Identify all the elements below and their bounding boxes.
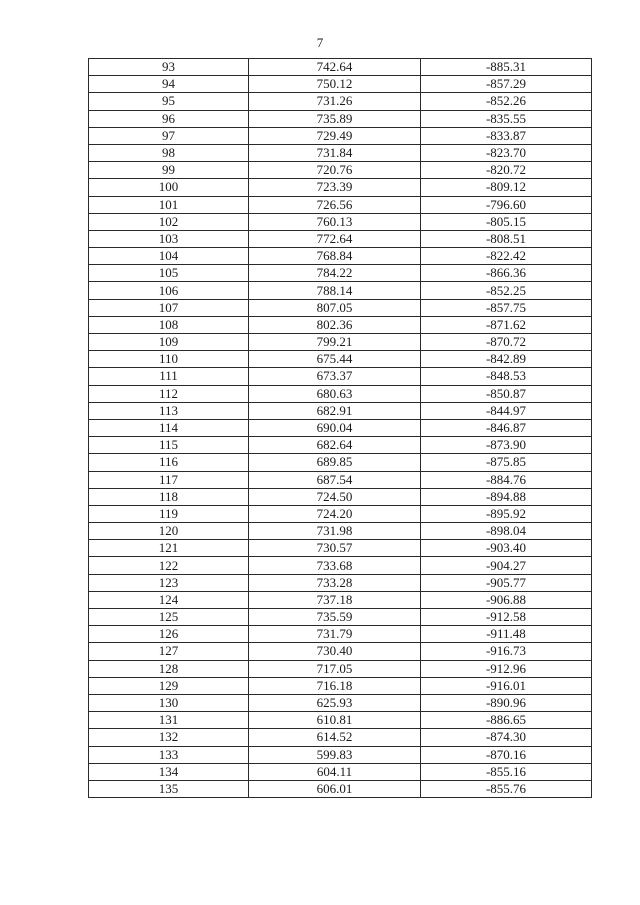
row-index-cell: 104	[89, 248, 249, 265]
row-index-cell: 116	[89, 454, 249, 471]
table-row	[89, 213, 592, 230]
row-index-cell: 112	[89, 385, 249, 402]
y-value-cell: -884.76	[421, 471, 592, 488]
x-value-cell: 716.18	[249, 677, 421, 694]
row-index-cell: 134	[89, 763, 249, 780]
y-value-cell: -852.25	[421, 282, 592, 299]
y-value-cell: -870.72	[421, 334, 592, 351]
row-index-cell: 98	[89, 144, 249, 161]
table-row	[89, 437, 592, 454]
x-value-cell: 807.05	[249, 299, 421, 316]
table-row	[89, 626, 592, 643]
row-index-cell: 121	[89, 540, 249, 557]
row-index-cell: 132	[89, 729, 249, 746]
y-value-cell: -871.62	[421, 316, 592, 333]
x-value-cell: 731.98	[249, 523, 421, 540]
y-value-cell: -870.16	[421, 746, 592, 763]
row-index-cell: 133	[89, 746, 249, 763]
x-value-cell: 599.83	[249, 746, 421, 763]
row-index-cell: 129	[89, 677, 249, 694]
x-value-cell: 802.36	[249, 316, 421, 333]
table-row	[89, 540, 592, 557]
row-index-cell: 107	[89, 299, 249, 316]
table-row	[89, 179, 592, 196]
x-value-cell: 742.64	[249, 59, 421, 76]
y-value-cell: -852.26	[421, 93, 592, 110]
x-value-cell: 730.57	[249, 540, 421, 557]
x-value-cell: 731.84	[249, 144, 421, 161]
x-value-cell: 737.18	[249, 591, 421, 608]
table-row	[89, 591, 592, 608]
x-value-cell: 772.64	[249, 230, 421, 247]
x-value-cell: 760.13	[249, 213, 421, 230]
row-index-cell: 95	[89, 93, 249, 110]
table-row	[89, 609, 592, 626]
y-value-cell: -898.04	[421, 523, 592, 540]
table-row	[89, 660, 592, 677]
y-value-cell: -835.55	[421, 110, 592, 127]
x-value-cell: 682.91	[249, 402, 421, 419]
x-value-cell: 723.39	[249, 179, 421, 196]
table-row	[89, 557, 592, 574]
y-value-cell: -822.42	[421, 248, 592, 265]
table-row	[89, 677, 592, 694]
table-row	[89, 471, 592, 488]
table-row	[89, 729, 592, 746]
y-value-cell: -855.16	[421, 763, 592, 780]
row-index-cell: 96	[89, 110, 249, 127]
x-value-cell: 606.01	[249, 780, 421, 797]
row-index-cell: 135	[89, 780, 249, 797]
y-value-cell: -809.12	[421, 179, 592, 196]
table-body	[89, 59, 592, 798]
x-value-cell: 750.12	[249, 76, 421, 93]
table-row	[89, 419, 592, 436]
table-row	[89, 144, 592, 161]
x-value-cell: 604.11	[249, 763, 421, 780]
row-index-cell: 111	[89, 368, 249, 385]
y-value-cell: -850.87	[421, 385, 592, 402]
table-row	[89, 196, 592, 213]
row-index-cell: 131	[89, 712, 249, 729]
table-row	[89, 127, 592, 144]
y-value-cell: -912.96	[421, 660, 592, 677]
table-row	[89, 643, 592, 660]
x-value-cell: 733.68	[249, 557, 421, 574]
row-index-cell: 119	[89, 505, 249, 522]
row-index-cell: 103	[89, 230, 249, 247]
x-value-cell: 682.64	[249, 437, 421, 454]
x-value-cell: 735.59	[249, 609, 421, 626]
table-row	[89, 110, 592, 127]
table-row	[89, 523, 592, 540]
x-value-cell: 610.81	[249, 712, 421, 729]
table-row	[89, 454, 592, 471]
y-value-cell: -796.60	[421, 196, 592, 213]
row-index-cell: 122	[89, 557, 249, 574]
row-index-cell: 100	[89, 179, 249, 196]
row-index-cell: 123	[89, 574, 249, 591]
table-row	[89, 574, 592, 591]
y-value-cell: -823.70	[421, 144, 592, 161]
y-value-cell: -912.58	[421, 609, 592, 626]
page-number: 7	[316, 35, 324, 50]
y-value-cell: -855.76	[421, 780, 592, 797]
x-value-cell: 724.20	[249, 505, 421, 522]
row-index-cell: 130	[89, 694, 249, 711]
y-value-cell: -805.15	[421, 213, 592, 230]
table-row	[89, 746, 592, 763]
row-index-cell: 110	[89, 351, 249, 368]
x-value-cell: 799.21	[249, 334, 421, 351]
row-index-cell: 102	[89, 213, 249, 230]
row-index-cell: 120	[89, 523, 249, 540]
table-row	[89, 59, 592, 76]
table-row	[89, 763, 592, 780]
x-value-cell: 680.63	[249, 385, 421, 402]
row-index-cell: 101	[89, 196, 249, 213]
table-row	[89, 694, 592, 711]
x-value-cell: 733.28	[249, 574, 421, 591]
y-value-cell: -906.88	[421, 591, 592, 608]
table-row	[89, 230, 592, 247]
y-value-cell: -916.01	[421, 677, 592, 694]
y-value-cell: -905.77	[421, 574, 592, 591]
row-index-cell: 113	[89, 402, 249, 419]
y-value-cell: -842.89	[421, 351, 592, 368]
y-value-cell: -904.27	[421, 557, 592, 574]
table-row	[89, 334, 592, 351]
x-value-cell: 788.14	[249, 282, 421, 299]
data-table	[88, 58, 592, 798]
row-index-cell: 117	[89, 471, 249, 488]
table-row	[89, 162, 592, 179]
table-row	[89, 780, 592, 797]
table-row	[89, 93, 592, 110]
x-value-cell: 690.04	[249, 419, 421, 436]
row-index-cell: 127	[89, 643, 249, 660]
y-value-cell: -875.85	[421, 454, 592, 471]
y-value-cell: -916.73	[421, 643, 592, 660]
table-row	[89, 402, 592, 419]
table-row	[89, 282, 592, 299]
y-value-cell: -866.36	[421, 265, 592, 282]
row-index-cell: 93	[89, 59, 249, 76]
row-index-cell: 128	[89, 660, 249, 677]
table-row	[89, 316, 592, 333]
row-index-cell: 125	[89, 609, 249, 626]
table-row	[89, 385, 592, 402]
x-value-cell: 731.79	[249, 626, 421, 643]
y-value-cell: -844.97	[421, 402, 592, 419]
y-value-cell: -873.90	[421, 437, 592, 454]
table-row	[89, 368, 592, 385]
row-index-cell: 97	[89, 127, 249, 144]
row-index-cell: 126	[89, 626, 249, 643]
table-row	[89, 76, 592, 93]
table-row	[89, 351, 592, 368]
row-index-cell: 106	[89, 282, 249, 299]
table-row	[89, 299, 592, 316]
y-value-cell: -848.53	[421, 368, 592, 385]
y-value-cell: -820.72	[421, 162, 592, 179]
row-index-cell: 99	[89, 162, 249, 179]
table-row	[89, 488, 592, 505]
row-index-cell: 109	[89, 334, 249, 351]
row-index-cell: 118	[89, 488, 249, 505]
row-index-cell: 115	[89, 437, 249, 454]
x-value-cell: 673.37	[249, 368, 421, 385]
y-value-cell: -833.87	[421, 127, 592, 144]
x-value-cell: 730.40	[249, 643, 421, 660]
x-value-cell: 687.54	[249, 471, 421, 488]
y-value-cell: -911.48	[421, 626, 592, 643]
y-value-cell: -894.88	[421, 488, 592, 505]
table-row	[89, 248, 592, 265]
x-value-cell: 675.44	[249, 351, 421, 368]
y-value-cell: -874.30	[421, 729, 592, 746]
x-value-cell: 768.84	[249, 248, 421, 265]
row-index-cell: 94	[89, 76, 249, 93]
y-value-cell: -885.31	[421, 59, 592, 76]
y-value-cell: -808.51	[421, 230, 592, 247]
x-value-cell: 784.22	[249, 265, 421, 282]
x-value-cell: 731.26	[249, 93, 421, 110]
x-value-cell: 729.49	[249, 127, 421, 144]
x-value-cell: 625.93	[249, 694, 421, 711]
row-index-cell: 105	[89, 265, 249, 282]
x-value-cell: 614.52	[249, 729, 421, 746]
y-value-cell: -886.65	[421, 712, 592, 729]
x-value-cell: 724.50	[249, 488, 421, 505]
row-index-cell: 114	[89, 419, 249, 436]
y-value-cell: -895.92	[421, 505, 592, 522]
row-index-cell: 124	[89, 591, 249, 608]
table-row	[89, 505, 592, 522]
table-row	[89, 265, 592, 282]
x-value-cell: 726.56	[249, 196, 421, 213]
table-row	[89, 712, 592, 729]
y-value-cell: -857.75	[421, 299, 592, 316]
row-index-cell: 108	[89, 316, 249, 333]
y-value-cell: -890.96	[421, 694, 592, 711]
y-value-cell: -857.29	[421, 76, 592, 93]
x-value-cell: 689.85	[249, 454, 421, 471]
x-value-cell: 720.76	[249, 162, 421, 179]
x-value-cell: 717.05	[249, 660, 421, 677]
x-value-cell: 735.89	[249, 110, 421, 127]
y-value-cell: -903.40	[421, 540, 592, 557]
y-value-cell: -846.87	[421, 419, 592, 436]
